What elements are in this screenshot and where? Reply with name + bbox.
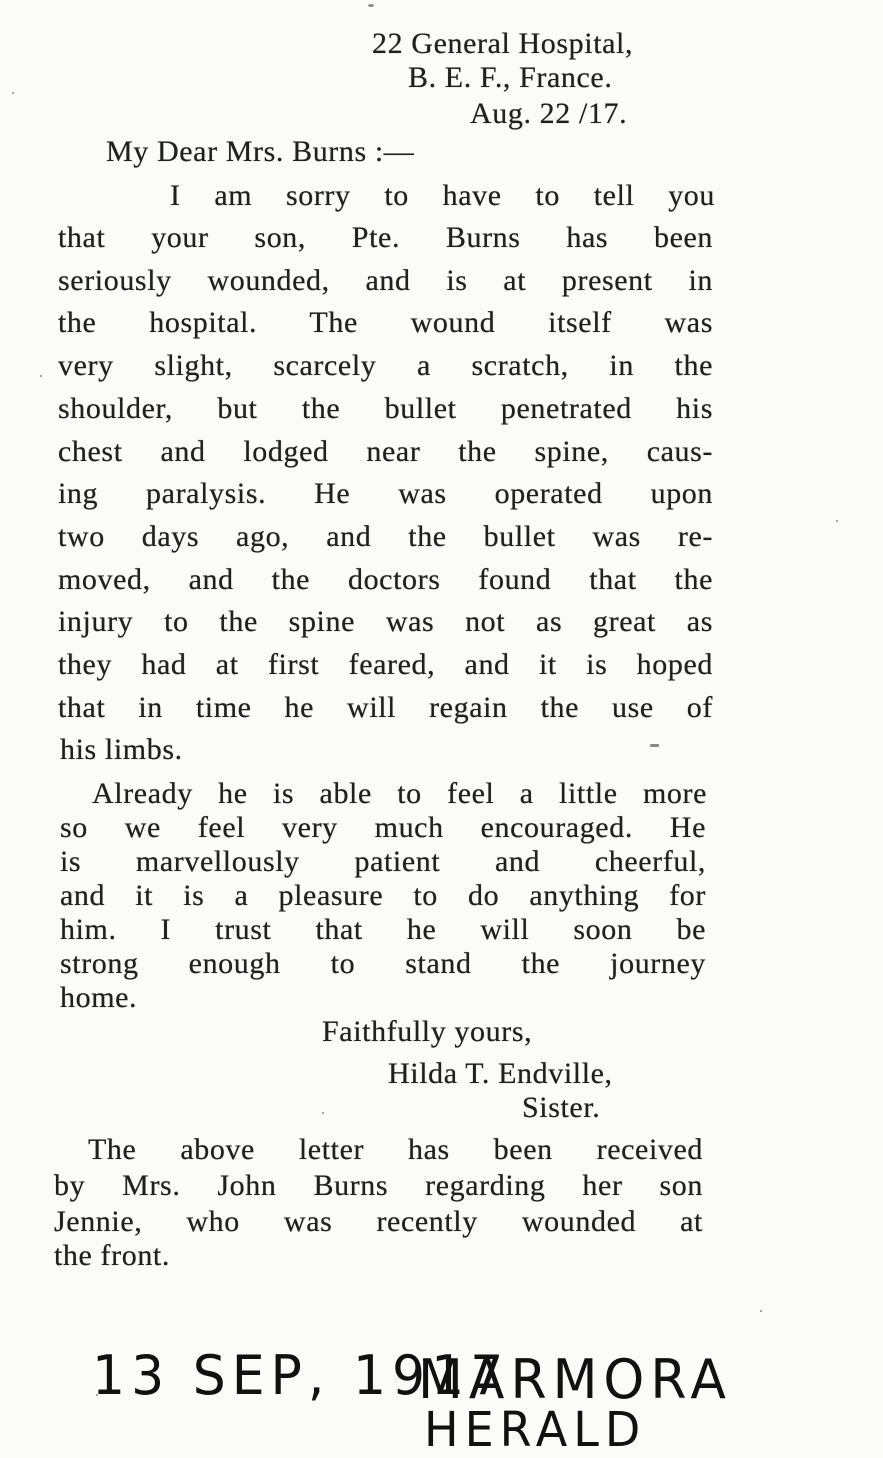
handwritten-source: HERALD	[424, 1400, 647, 1458]
paragraph1-line: seriously wounded, and is at present in	[58, 264, 713, 297]
paragraph2-line: strong enough to stand the journey	[60, 947, 706, 980]
scan-speck	[12, 92, 14, 94]
paragraph2-line: so we feel very much encouraged. He	[60, 811, 706, 844]
scan-speck	[40, 375, 42, 377]
paragraph2-line: and it is a pleasure to do anything for	[60, 879, 706, 912]
address-location: B. E. F., France.	[408, 61, 613, 94]
note-line: the front.	[54, 1239, 170, 1272]
handwritten-date: 13 SEP, 1917	[92, 1344, 510, 1408]
letter-date: Aug. 22 /17.	[470, 97, 628, 130]
paragraph1-line: chest and lodged near the spine, caus-	[58, 435, 713, 468]
paragraph1-line: ing paralysis. He was operated upon	[58, 477, 713, 510]
paragraph1-line: two days ago, and the bullet was re-	[58, 520, 713, 553]
salutation: My Dear Mrs. Burns :—	[106, 135, 415, 168]
scan-speck	[322, 1112, 324, 1114]
paragraph1-line: that your son, Pte. Burns has been	[58, 221, 713, 254]
scan-speck	[836, 520, 838, 522]
paragraph2-line: is marvellously patient and cheerful,	[60, 845, 706, 878]
paragraph1-line: that in time he will regain the use of	[58, 691, 713, 724]
note-line: The above letter has been received	[88, 1133, 703, 1166]
paragraph1-line: I am sorry to have to tell you	[170, 179, 715, 212]
paragraph1-line: injury to the spine was not as great as	[58, 605, 713, 638]
signature-title: Sister.	[522, 1091, 601, 1124]
handwritten-source: MARMORA	[418, 1348, 732, 1412]
scan-speck	[650, 744, 659, 747]
paragraph1-line: they had at first feared, and it is hoped	[58, 648, 713, 681]
paragraph1-line: his limbs.	[60, 733, 183, 766]
closing: Faithfully yours,	[322, 1015, 533, 1048]
paragraph2-line: Already he is able to feel a little more	[92, 777, 707, 810]
note-line: Jennie, who was recently wounded at	[54, 1205, 703, 1238]
paragraph1-line: shoulder, but the bullet penetrated his	[58, 392, 713, 425]
paragraph1-line: moved, and the doctors found that the	[58, 563, 713, 596]
address-hospital: 22 General Hospital,	[372, 27, 634, 60]
signature-name: Hilda T. Endville,	[388, 1057, 613, 1090]
paragraph1-line: the hospital. The wound itself was	[58, 306, 713, 339]
paragraph1-line: very slight, scarcely a scratch, in the	[58, 349, 713, 382]
note-line: by Mrs. John Burns regarding her son	[54, 1169, 703, 1202]
paragraph2-line: him. I trust that he will soon be	[60, 913, 706, 946]
paragraph2-line: home.	[60, 981, 138, 1014]
scan-speck	[760, 1310, 762, 1312]
scan-speck	[368, 4, 374, 7]
